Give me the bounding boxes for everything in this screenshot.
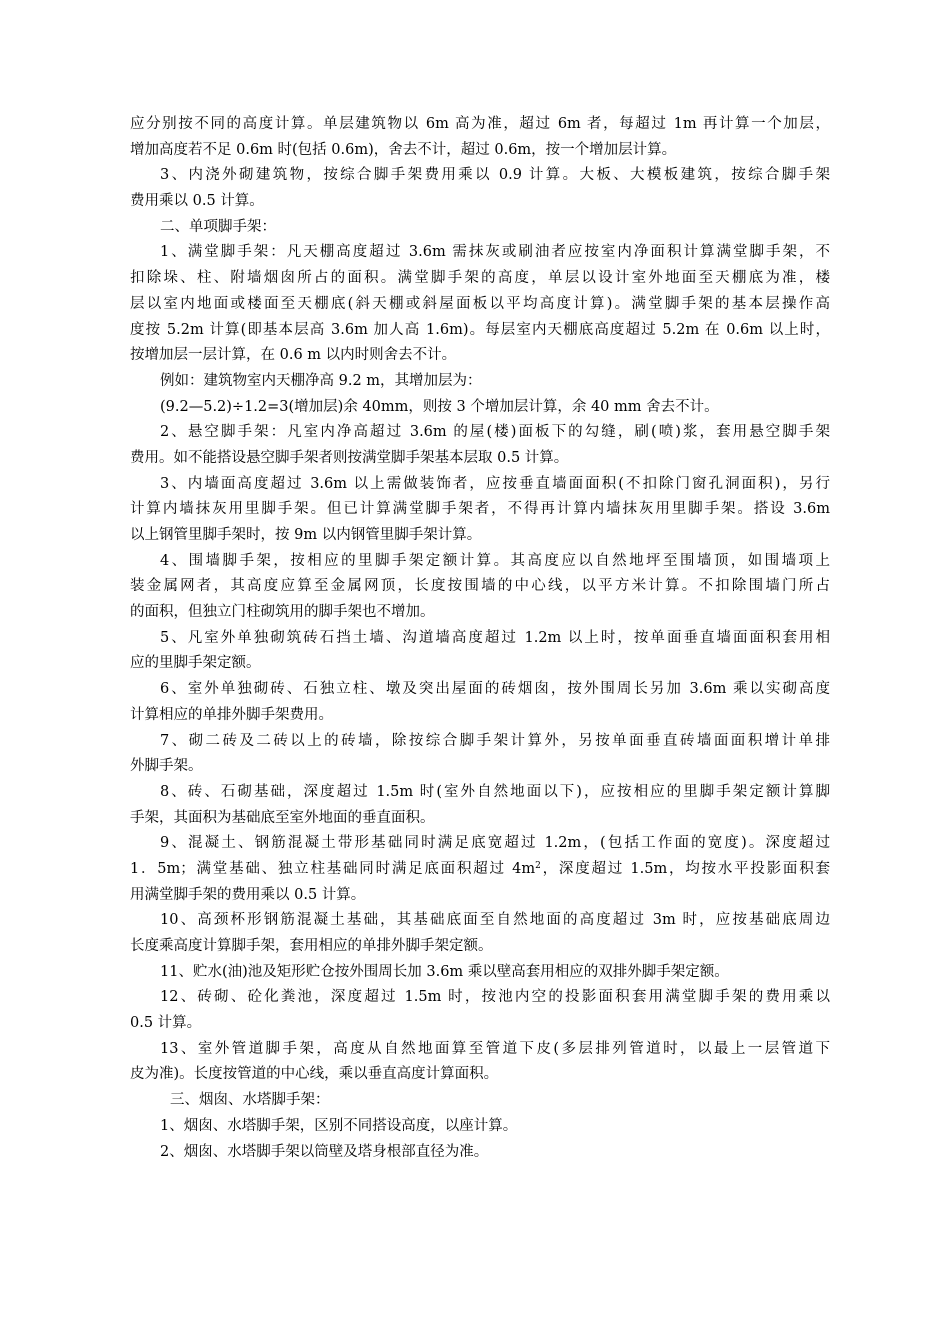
text-segment: 1．5m；满堂基础、独立柱基础同时满足底面积超过 4m bbox=[130, 860, 536, 877]
text-line: 10、高颈杯形钢筋混凝土基础，其基础底面至自然地面的高度超过 3m 时，应按基础底周边 bbox=[160, 912, 830, 929]
text-line: (9.2—5.2)÷1.2=3(增加层)余 40mm，则按 3 个增加层计算，余 40 mm 舍去不计。 bbox=[160, 398, 719, 415]
section-heading: 三、烟囱、水塔脚手架： bbox=[170, 1092, 330, 1109]
text-line: 3、内墙面高度超过 3.6m 以上需做装饰者，应按垂直墙面面积(不扣除门窗孔洞面积)，另行 bbox=[160, 475, 830, 492]
text-line: 0.5 计算。 bbox=[130, 1015, 202, 1032]
text-line: 度按 5.2m 计算(即基本层高 3.6m 加人高 1.6m)。每层室内天棚底高度超过 5.2m 在 0.6m 以上时， bbox=[130, 321, 830, 338]
text-line: 费用乘以 0.5 计算。 bbox=[130, 193, 264, 210]
text-line: 应分别按不同的高度计算。单层建筑物以 6m 高为准，超过 6m 者，每超过 1m 再计算一个加层， bbox=[130, 116, 830, 132]
text-line: 7、砌二砖及二砖以上的砖墙，除按综合脚手架计算外，另按单面垂直砖墙面面积增计单排 bbox=[160, 732, 830, 749]
text-line: 6、室外单独砌砖、石独立柱、墩及突出屋面的砖烟囱，按外围周长另加 3.6m 乘以实砌高度 bbox=[160, 681, 830, 698]
text-line: 13、室外管道脚手架，高度从自然地面算至管道下皮(多层排列管道时，以最上一层管道下 bbox=[160, 1040, 830, 1057]
text-line: 4、围墙脚手架，按相应的里脚手架定额计算。其高度应以自然地坪至围墙顶，如围墙项上 bbox=[160, 552, 830, 569]
text-line: 1、满堂脚手架：凡天棚高度超过 3.6m 需抹灰或刷油者应按室内净面积计算满堂脚手架，不 bbox=[160, 244, 830, 261]
text-line: 8、砖、石砌基础，深度超过 1.5m 时(室外自然地面以下)，应按相应的里脚手架定额计算脚 bbox=[160, 783, 830, 800]
text-segment: ，深度超过 1.5m，均按水平投影面积套 bbox=[540, 860, 830, 877]
text-line: 手架，其面积为基础底至室外地面的垂直面积。 bbox=[130, 809, 435, 826]
text-line: 外脚手架。 bbox=[130, 758, 203, 775]
text-line: 应的里脚手架定额。 bbox=[130, 655, 261, 672]
text-line: 装金属网者，其高度应算至金属网顶，长度按围墙的中心线，以平方米计算。不扣除围墙门所占 bbox=[130, 578, 830, 595]
text-line: 1、烟囱、水塔脚手架，区别不同搭设高度，以座计算。 bbox=[160, 1117, 518, 1134]
text-line: 计算相应的单排外脚手架费用。 bbox=[130, 706, 333, 723]
text-line: 按增加层一层计算，在 0.6 m 以内时则舍去不计。 bbox=[130, 347, 457, 364]
text-line: 2、悬空脚手架：凡室内净高超过 3.6m 的屋(楼)面板下的勾缝，刷(喷)浆，套用悬空脚手架 bbox=[160, 424, 830, 441]
text-line: 11、贮水(油)池及矩形贮仓按外围周长加 3.6m 乘以壁高套用相应的双排外脚手架定额。 bbox=[160, 963, 729, 980]
text-line: 增加高度若不足 0.6m 时(包括 0.6m)，舍去不计，超过 0.6m，按一个增加层计算。 bbox=[130, 141, 677, 158]
text-line: 5、凡室外单独砌筑砖石挡土墙、沟道墙高度超过 1.2m 以上时，按单面垂直墙面面积套用相 bbox=[160, 629, 830, 646]
text-line: 用满堂脚手架的费用乘以 0.5 计算。 bbox=[130, 886, 366, 903]
superscript: 2 bbox=[535, 860, 541, 871]
text-line: 计算内墙抹灰用里脚手架。但已计算满堂脚手架者，不得再计算内墙抹灰用里脚手架。搭设 3.6m bbox=[130, 501, 830, 518]
document-page bbox=[130, 112, 830, 1165]
text-line: 以上钢管里脚手架时，按 9m 以内钢管里脚手架计算。 bbox=[130, 527, 482, 543]
text-line: 3、内浇外砌建筑物，按综合脚手架费用乘以 0.9 计算。大板、大模板建筑，按综合脚手架 bbox=[160, 167, 830, 184]
text-line bbox=[130, 857, 830, 883]
text-line: 12、砖砌、砼化粪池，深度超过 1.5m 时，按池内空的投影面积套用满堂脚手架的费用乘以 bbox=[160, 989, 830, 1006]
text-line: 的面积，但独立门柱砌筑用的脚手架也不增加。 bbox=[130, 604, 435, 621]
text-line: 扣除垛、柱、附墙烟囱所占的面积。满堂脚手架的高度，单层以设计室外地面至天棚底为准，楼 bbox=[130, 270, 830, 287]
section-heading: 二、单项脚手架： bbox=[160, 218, 276, 235]
text-line: 长度乘高度计算脚手架，套用相应的单排外脚手架定额。 bbox=[130, 938, 493, 954]
text-line: 层以室内地面或楼面至天棚底(斜天棚或斜屋面板以平均高度计算)。满堂脚手架的基本层操作高 bbox=[130, 295, 830, 312]
text-line: 2、烟囱、水塔脚手架以筒壁及塔身根部直径为准。 bbox=[160, 1143, 489, 1160]
text-line: 皮为准)。长度按管道的中心线，乘以垂直高度计算面积。 bbox=[130, 1066, 499, 1083]
text-line: 9、混凝土、钢筋混凝土带形基础同时满足底宽超过 1.2m，(包括工作面的宽度)。深度超过 bbox=[160, 835, 830, 852]
text-line: 例如：建筑物室内天棚净高 9.2 m，其增加层为： bbox=[160, 372, 482, 389]
text-line: 费用。如不能搭设悬空脚手架者则按满堂脚手架基本层取 0.5 计算。 bbox=[130, 449, 569, 466]
